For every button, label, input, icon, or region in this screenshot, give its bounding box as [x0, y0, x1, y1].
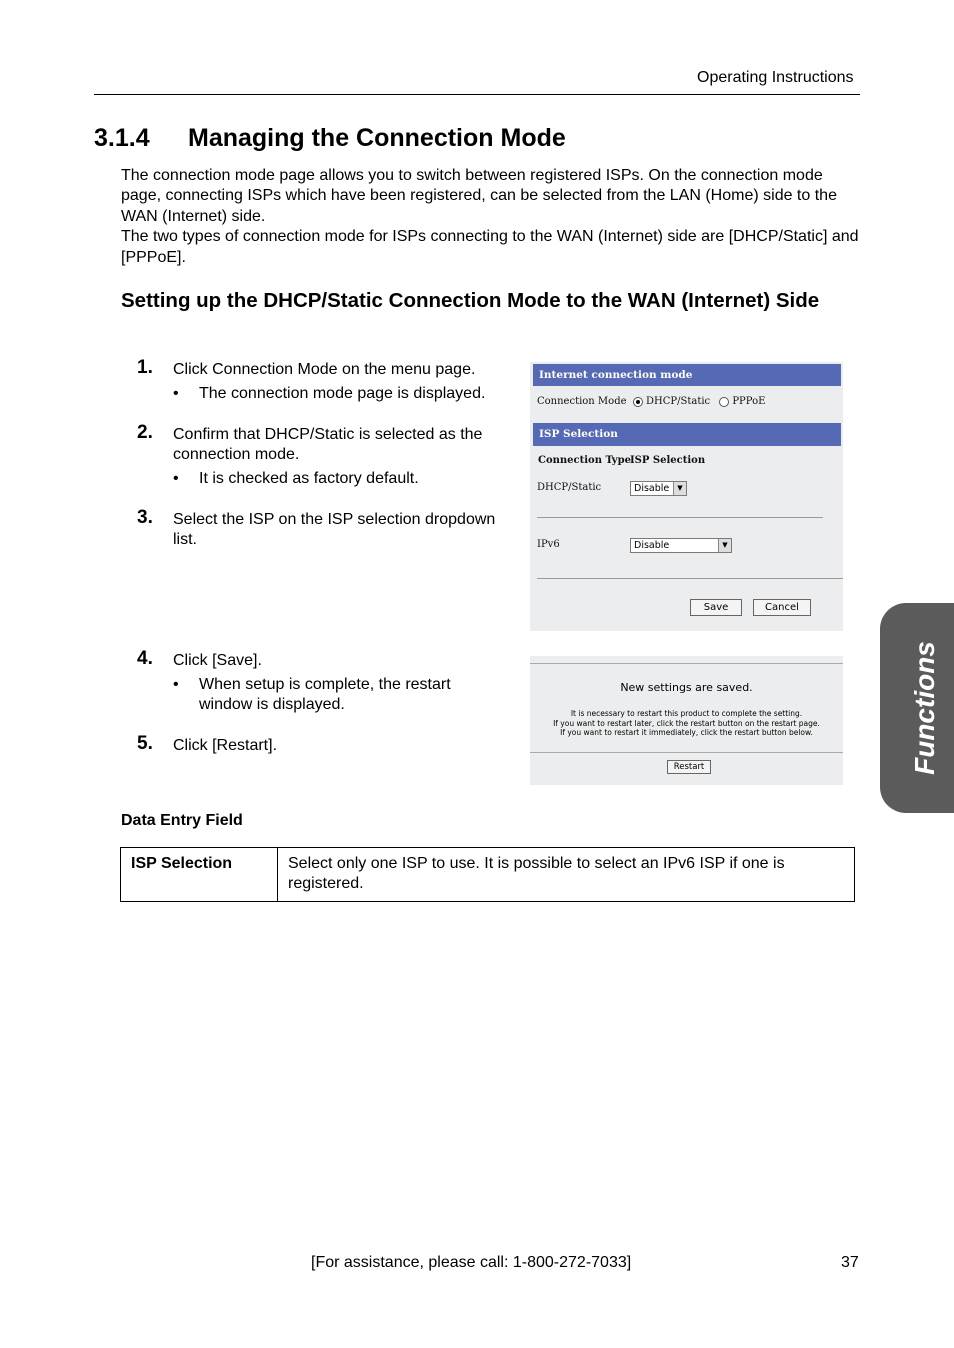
step-text: Click Connection Mode on the menu page. — [173, 361, 476, 378]
chevron-down-icon: ▼ — [673, 482, 686, 495]
section-title — [94, 124, 566, 153]
internet-connection-mode-bar: Internet connection mode — [533, 364, 841, 386]
saved-message-line: If you want to restart it immediately, click the restart button below. — [560, 728, 813, 737]
step-number: 4. — [137, 648, 153, 669]
step-number: 5. — [137, 733, 153, 754]
divider — [530, 752, 843, 753]
bullet-text: It is checked as factory default. — [199, 470, 419, 487]
intro-paragraph-1: The connection mode page allows you to switch between registered ISPs. On the connection mode page, connecting ISPs which have been registered, can be selected from the LAN (Home) side to the WAN (Internet) side. — [121, 167, 837, 225]
col-connection-type: Connection Type — [538, 455, 631, 466]
ipv6-isp-value: Disable — [634, 540, 670, 551]
row-ipv6-label: IPv6 — [537, 539, 560, 550]
settings-saved-screenshot — [530, 656, 843, 785]
table-row — [121, 848, 855, 902]
step-bullet — [173, 675, 489, 716]
section-title-text: Managing the Connection Mode — [188, 124, 566, 152]
radio-dhcp-label: DHCP/Static — [646, 396, 711, 407]
dhcp-isp-select[interactable] — [630, 481, 687, 496]
intro-text — [121, 166, 861, 268]
page-number: 37 — [841, 1254, 859, 1271]
divider — [537, 517, 823, 518]
section-number: 3.1.4 — [94, 124, 150, 152]
bullet-text: The connection mode page is displayed. — [199, 385, 486, 402]
connection-mode-options — [633, 396, 765, 407]
field-name-cell: ISP Selection — [121, 848, 278, 902]
ipv6-isp-select[interactable] — [630, 538, 732, 553]
col-isp-selection: ISP Selection — [630, 455, 706, 466]
step-bullet — [173, 469, 509, 489]
header-rule — [94, 94, 860, 95]
saved-message-line: It is necessary to restart this product to complete the setting. — [570, 709, 803, 718]
step-text: Select the ISP on the ISP selection dropdown list. — [173, 511, 496, 549]
data-entry-table — [120, 847, 855, 902]
radio-pppoe-label: PPPoE — [732, 396, 766, 407]
bullet-dot: • — [173, 470, 179, 487]
save-button[interactable]: Save — [690, 599, 742, 616]
connection-mode-screenshot — [530, 362, 843, 631]
step-text: Confirm that DHCP/Static is selected as the connection mode. — [173, 426, 483, 464]
data-entry-heading: Data Entry Field — [121, 812, 243, 829]
running-header: Operating Instructions — [697, 69, 854, 86]
saved-message-line: If you want to restart later, click the restart button on the restart page. — [553, 718, 820, 728]
step-bullet — [173, 384, 509, 404]
dhcp-isp-value: Disable — [634, 483, 670, 494]
bullet-dot: • — [173, 676, 179, 693]
step-number: 2. — [137, 422, 153, 443]
functions-side-tab — [880, 603, 954, 813]
subsection-title: Setting up the DHCP/Static Connection Mode to the WAN (Internet) Side — [121, 289, 820, 312]
step-number: 3. — [137, 507, 153, 528]
isp-selection-bar: ISP Selection — [533, 423, 841, 446]
bullet-text: When setup is complete, the restart window is displayed. — [199, 676, 451, 714]
step-number: 1. — [137, 357, 153, 378]
saved-title: New settings are saved. — [620, 681, 753, 694]
connection-mode-label: Connection Mode — [537, 396, 627, 407]
intro-paragraph-2: The two types of connection mode for ISPs connecting to the WAN (Internet) side are [DHCP/Static] and [PPPoE]. — [121, 228, 859, 266]
restart-button[interactable]: Restart — [667, 760, 711, 774]
step-text: Click [Save]. — [173, 652, 262, 669]
bullet-dot: • — [173, 385, 179, 402]
divider — [537, 578, 843, 579]
chevron-down-icon: ▼ — [718, 539, 731, 552]
step-text: Click [Restart]. — [173, 737, 278, 754]
cancel-button[interactable]: Cancel — [753, 599, 811, 616]
radio-dhcp-static[interactable] — [633, 397, 643, 407]
radio-pppoe[interactable] — [719, 397, 729, 407]
divider — [530, 663, 843, 664]
field-description-cell: Select only one ISP to use. It is possible to select an IPv6 ISP if one is registered. — [278, 848, 855, 902]
side-tab-label: Functions — [909, 641, 940, 775]
footer-assistance: [For assistance, please call: 1-800-272-7033] — [311, 1254, 632, 1271]
saved-message — [530, 709, 843, 738]
row-dhcp-label: DHCP/Static — [537, 482, 602, 493]
